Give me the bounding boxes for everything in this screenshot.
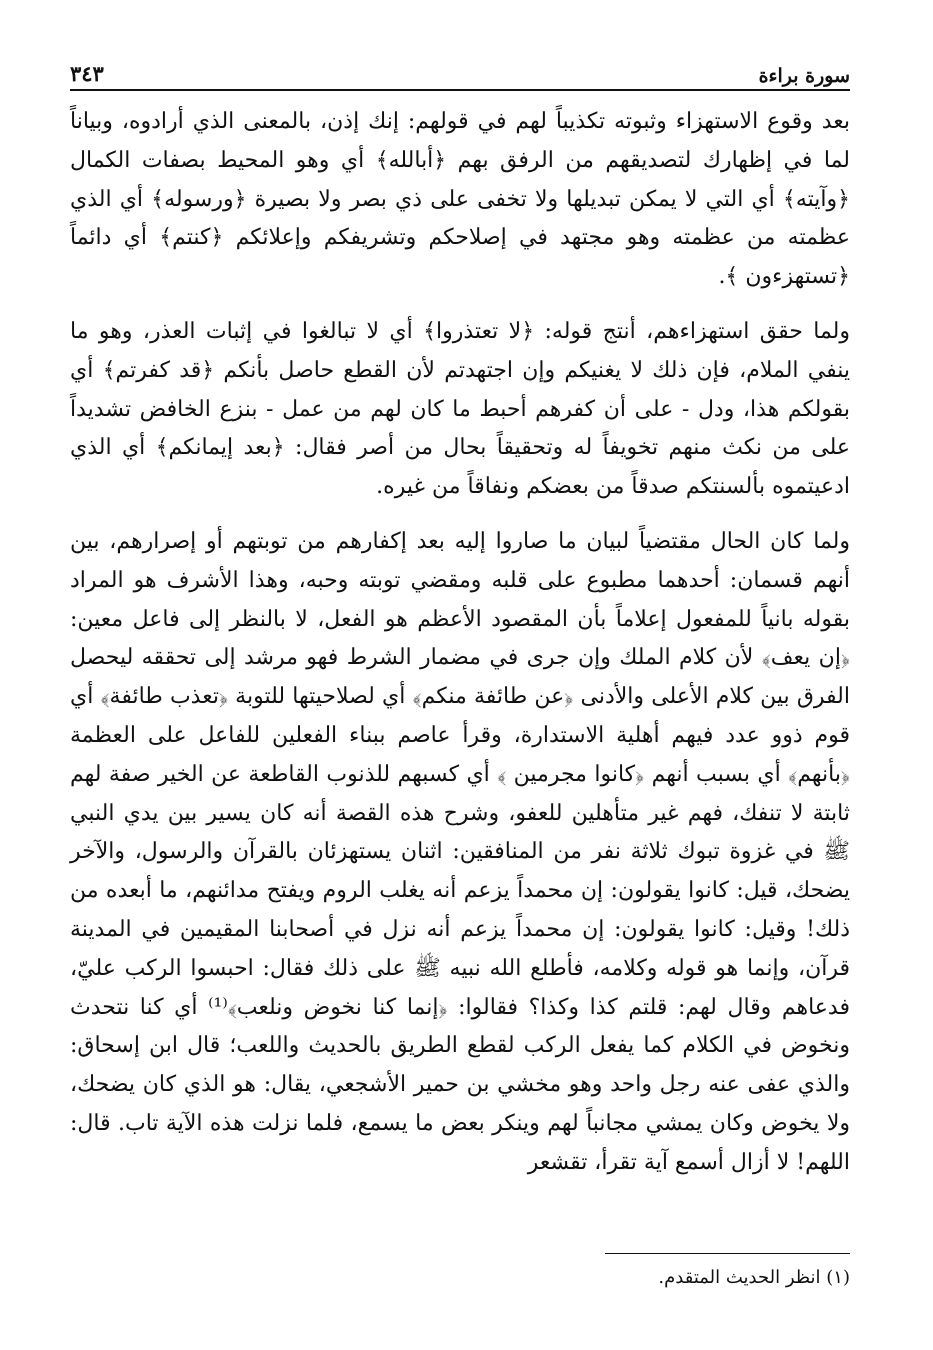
page-header [70, 55, 850, 91]
paragraph-3: ولما كان الحال مقتضياً لبيان ما صاروا إليه بعد إكفارهم من توبتهم أو إصرارهم، بين أنهم قسمان: أحدهما مطبوع على قلبه ومقضي توبته وحبه، وهذا الأشرف هو المراد بقوله بانياً للمفعول إعلاماً بأن المقصود الأعظم هو الفعل، لا بالنظر إلى فاعل معين: ﴿إن يعف﴾ لأن كلام الملك وإن جرى في مضمار الشرط فهو مرشد إلى تحققه ليحصل الفرق بين كلام الأعلى والأدنى ﴿عن طائفة منكم﴾ أي لصلاحيتها للتوبة ﴿تعذب طائفة﴾ أي قوم ذوو عدد فيهم أهلية الاستدارة، وقرأ عاصم ببناء الفعلين للفاعل على العظمة ﴿بأنهم﴾ أي بسبب أنهم ﴿كانوا مجرمين ﴾ أي كسبهم للذنوب القاطعة عن الخير صفة لهم ثابتة لا تنفك، فهم غير متأهلين للعفو، وشرح هذه القصة أنه كان يسير بين يدي النبي ﷺ في غزوة تبوك ثلاثة نفر من المنافقين: اثنان يستهزئان بالقرآن والرسول، والآخر يضحك، قيل: كانوا يقولون: إن محمداً يزعم أنه يغلب الروم ويفتح مدائنهم، ما أبعده من ذلك! وقيل: كانوا يقولون: إن محمداً يزعم أنه نزل في أصحابنا المقيمين في المدينة قرآن، وإنما هو قوله وكلامه، فأطلع الله نبيه ﷺ على ذلك فقال: احبسوا الركب عليّ، فدعاهم وقال لهم: قلتم كذا وكذا؟ فقالوا: ﴿إنما كنا نخوض ونلعب﴾⁽¹⁾ أي كنا نتحدث ونخوض في الكلام كما يفعل الركب لقطع الطريق بالحديث واللعب؛ قال ابن إسحاق: والذي عفى عنه رجل واحد وهو مخشي بن حمير الأشجعي، يقال: هو الذي كان يضحك، ولا يخوض وكان يمشي مجانباً لهم وينكر بعض ما يسمع، فلما نزلت هذه الآية تاب. قال: اللهم! لا أزال أسمع آية تقرأ، تقشعر [70, 528, 850, 1175]
surah-title: سورة براءة [758, 65, 850, 87]
page-number: ٣٤٣ [70, 61, 104, 86]
book-page [70, 55, 850, 1325]
paragraph-2: ولما حقق استهزاءهم، أنتج قوله: ﴿لا تعتذروا﴾ أي لا تبالغوا في إثبات العذر، وهو ما ينفي الملام، فإن ذلك لا يغنيكم وإن اجتهدتم لأن القطع حاصل بأنكم ﴿قد كفرتم﴾ أي بقولكم هذا، ودل - على أن كفرهم أحبط ما كان لهم من عمل - بنزع الخافض تشديداً على من نكث منهم تخويفاً له وتحقيقاً بحال من أصر فقال: ﴿بعد إيمانكم﴾ أي الذي ادعيتموه بألسنتكم صدقاً من بعضكم ونفاقاً من غيره. [70, 318, 850, 500]
paragraph-1: بعد وقوع الاستهزاء وثبوته تكذيباً لهم في قولهم: إنك إذن، بالمعنى الذي أرادوه، وبياناً لما في إظهارك لتصديقهم من الرفق بهم ﴿أبالله﴾ أي وهو المحيط بصفات الكمال ﴿وآيته﴾ أي التي لا يمكن تبديلها ولا تخفى على ذي بصر ولا بصيرة ﴿ورسوله﴾ أي الذي عظمته من عظمته وهو مجتهد في إصلاحكم وتشريفكم وإعلائكم ﴿كنتم﴾ أي دائماً ﴿تستهزءون ﴾. [70, 109, 850, 290]
footnote-divider [605, 1253, 850, 1254]
main-text [70, 103, 850, 1183]
footnote: (١) انظر الحديث المتقدم. [658, 1267, 850, 1288]
